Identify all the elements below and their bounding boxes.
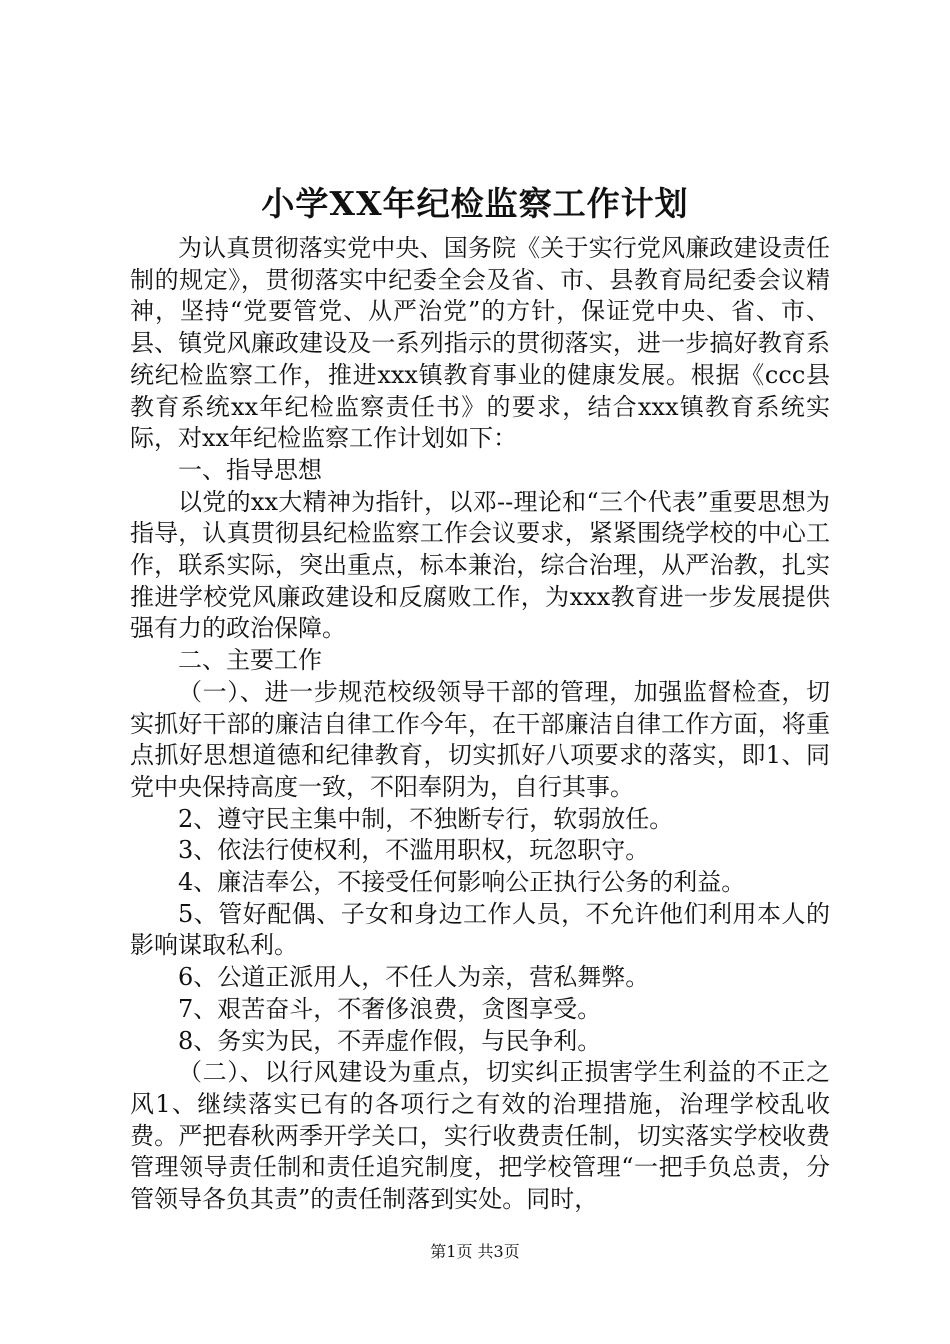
document-body: [130, 233, 830, 1216]
section-heading-guiding-ideology: 一、指导思想: [178, 455, 322, 484]
list-item: 6、公道正派用人，不任人为亲，营私舞弊。: [178, 963, 650, 992]
list-item: 4、廉洁奉公，不接受任何影响公正执行公务的利益。: [178, 868, 746, 897]
list-item: 7、艰苦奋斗，不奢侈浪费，贪图享受。: [178, 994, 602, 1023]
document-title: 小学XX年纪检监察工作计划: [261, 184, 689, 223]
list-item: 8、务实为民，不弄虚作假，与民争利。: [178, 1026, 602, 1055]
page-footer: 第1页 共3页: [430, 1242, 520, 1261]
paragraph-main-work-1: （一）、进一步规范校级领导干部的管理，加强监督检查，切实抓好干部的廉洁自律工作今年，在干部廉洁自律工作方面，将重点抓好思想道德和纪律教育，切实抓好八项要求的落实，即1、同党中央保持高度一致，不阳奉阴为，自行其事。: [130, 677, 830, 801]
list-item: 5、管好配偶、子女和身边工作人员，不允许他们利用本人的影响谋取私利。: [130, 899, 830, 960]
paragraph-main-work-2: （二）、以行风建设为重点，切实纠正损害学生利益的不正之风1、继续落实已有的各项行之有效的治理措施，治理学校乱收费。严把春秋两季开学关口，实行收费责任制，切实落实学校收费管理领导责任制和责任追究制度，把学校管理“一把手负总责，分管领导各负其责”的责任制落到实处。同时，: [130, 1058, 830, 1214]
paragraph-intro: 为认真贯彻落实党中央、国务院《关于实行党风廉政建设责任制的规定》，贯彻落实中纪委全会及省、市、县教育局纪委会议精神，坚持“党要管党、从严治党”的方针，保证党中央、省、市、县、镇党风廉政建设及一系列指示的贯彻落实，进一步搞好教育系统纪检监察工作，推进xxx镇教育事业的健康发展。根据《ccc县教育系统xx年纪检监察责任书》的要求，结合xxx镇教育系统实际，对xx年纪检监察工作计划如下：: [130, 234, 830, 453]
list-item: 2、遵守民主集中制，不独断专行，软弱放任。: [178, 804, 674, 833]
section-heading-main-work: 二、主要工作: [178, 646, 322, 675]
paragraph-guiding-ideology: 以党的xx大精神为指针，以邓--理论和“三个代表”重要思想为指导，认真贯彻县纪检监察工作会议要求，紧紧围绕学校的中心工作，联系实际，突出重点，标本兼治，综合治理，从严治教，扎实推进学校党风廉政建设和反腐败工作，为xxx教育进一步发展提供强有力的政治保障。: [130, 487, 830, 643]
list-item: 3、依法行使权利，不滥用职权，玩忽职守。: [178, 836, 650, 865]
